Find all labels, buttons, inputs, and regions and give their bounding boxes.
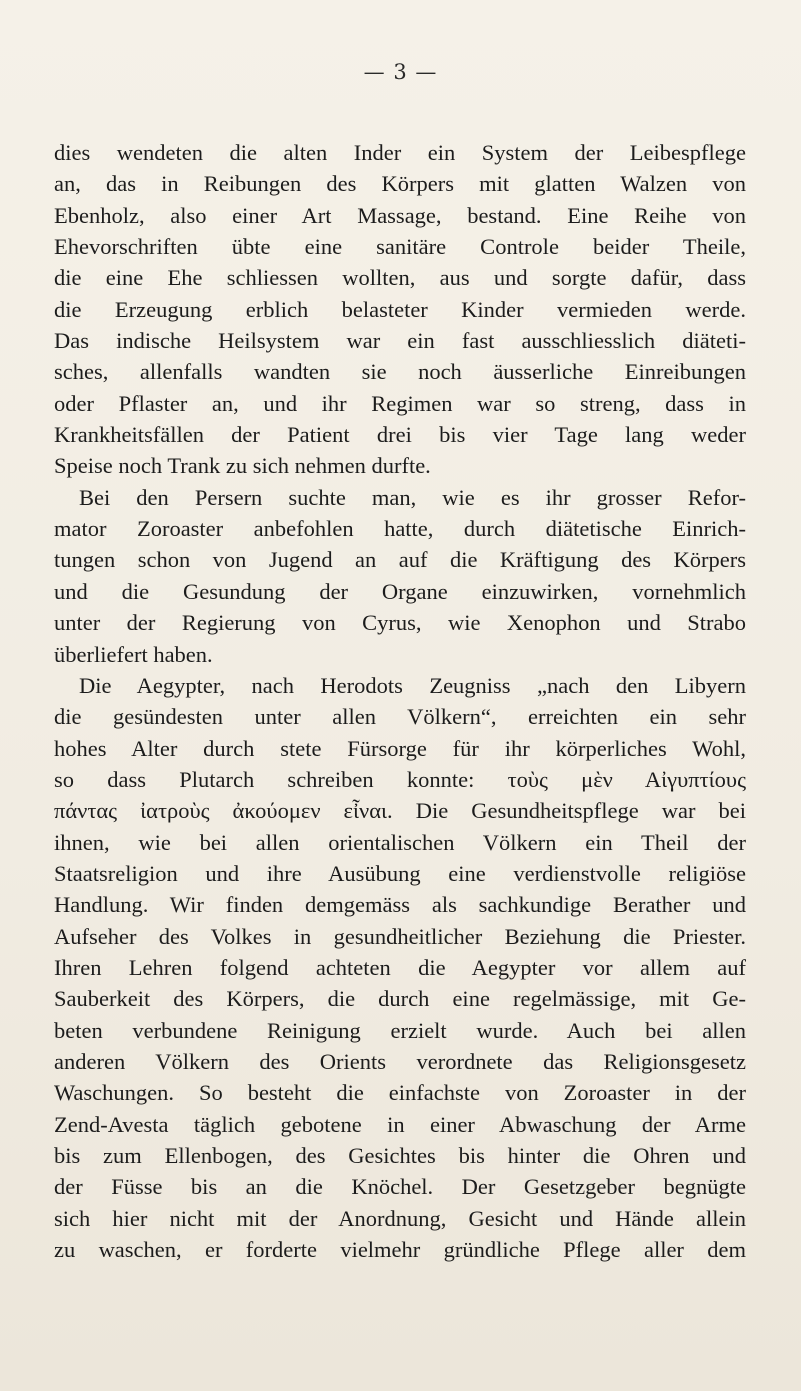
paragraph-start-line: Die Aegypter, nach Herodots Zeugniss „nach den Libyern xyxy=(79,672,746,698)
text-line: sches, allenfalls wandten sie noch äusserliche Einreibungen xyxy=(54,359,746,385)
text-line: Zend-Avesta täglich gebotene in einer Abwaschung der Arme xyxy=(54,1111,746,1137)
text-line: Staatsreligion und ihre Ausübung eine verdienstvolle religiöse xyxy=(54,860,746,886)
text-line: Handlung. Wir finden demgemäss als sachkundige Berather und xyxy=(54,892,746,918)
text-line: zu waschen, er forderte vielmehr gründliche Pflege aller dem xyxy=(54,1237,746,1263)
text-line: anderen Völkern des Orients verordnete das Religionsgesetz xyxy=(54,1048,746,1074)
text-line: Waschungen. So besteht die einfachste von Zoroaster in der xyxy=(54,1080,746,1106)
text-line: Ebenholz, also einer Art Massage, bestand. Eine Reihe von xyxy=(54,202,746,228)
text-line: die gesündesten unter allen Völkern“, erreichten ein sehr xyxy=(54,704,746,730)
text-line: Aufseher des Volkes in gesundheitlicher Beziehung die Priester. xyxy=(54,923,746,949)
text-line: beten verbundene Reinigung erzielt wurde. Auch bei allen xyxy=(54,1017,746,1043)
text-line: der Füsse bis an die Knöchel. Der Gesetzgeber begnügte xyxy=(54,1174,746,1200)
text-line: Sauberkeit des Körpers, die durch eine regelmässige, mit Ge- xyxy=(54,986,746,1012)
text-line: hohes Alter durch stete Fürsorge für ihr körperliches Wohl, xyxy=(54,735,746,761)
text-line: und die Gesundung der Organe einzuwirken, vornehmlich xyxy=(54,578,746,604)
text-line: Ehevorschriften übte eine sanitäre Controle beider Theile, xyxy=(54,234,746,260)
text-line: dies wendeten die alten Inder ein System der Leibespflege xyxy=(54,140,746,165)
text-line: tungen schon von Jugend an auf die Kräftigung des Körpers xyxy=(54,547,746,573)
text-line: unter der Regierung von Cyrus, wie Xenophon und Strabo xyxy=(54,610,746,636)
text-line: Speise noch Trank zu sich nehmen durfte. xyxy=(54,453,431,479)
text-line: sich hier nicht mit der Anordnung, Gesicht und Hände allein xyxy=(54,1205,746,1231)
text-line: überliefert haben. xyxy=(54,641,213,667)
text-line: die eine Ehe schliessen wollten, aus und sorgte dafür, dass xyxy=(54,265,746,291)
paragraph-start-line: Bei den Persern suchte man, wie es ihr grosser Refor- xyxy=(79,484,746,510)
page-number: — 3 — xyxy=(363,60,438,84)
text-line: ihnen, wie bei allen orientalischen Völkern ein Theil der xyxy=(54,829,746,855)
body-text xyxy=(54,137,746,1265)
text-line: so dass Plutarch schreiben konnte: τοὺς μὲν Αἰγυπτίους xyxy=(54,766,746,792)
text-line: an, das in Reibungen des Körpers mit glatten Walzen von xyxy=(54,171,746,197)
text-line: Krankheitsfällen der Patient drei bis vier Tage lang weder xyxy=(54,422,746,448)
text-line: πάντας ἰατροὺς ἀκούομεν εἶναι. Die Gesundheitspflege war bei xyxy=(54,798,746,824)
text-line: die Erzeugung erblich belasteter Kinder vermieden werde. xyxy=(54,296,746,322)
text-line: bis zum Ellenbogen, des Gesichtes bis hinter die Ohren und xyxy=(54,1143,746,1168)
text-line: Ihren Lehren folgend achteten die Aegypter vor allem auf xyxy=(54,954,746,980)
text-line: mator Zoroaster anbefohlen hatte, durch diätetische Einrich- xyxy=(54,516,746,542)
text-line: Das indische Heilsystem war ein fast ausschliesslich diäteti- xyxy=(54,328,746,354)
text-line: oder Pflaster an, und ihr Regimen war so streng, dass in xyxy=(54,390,746,416)
